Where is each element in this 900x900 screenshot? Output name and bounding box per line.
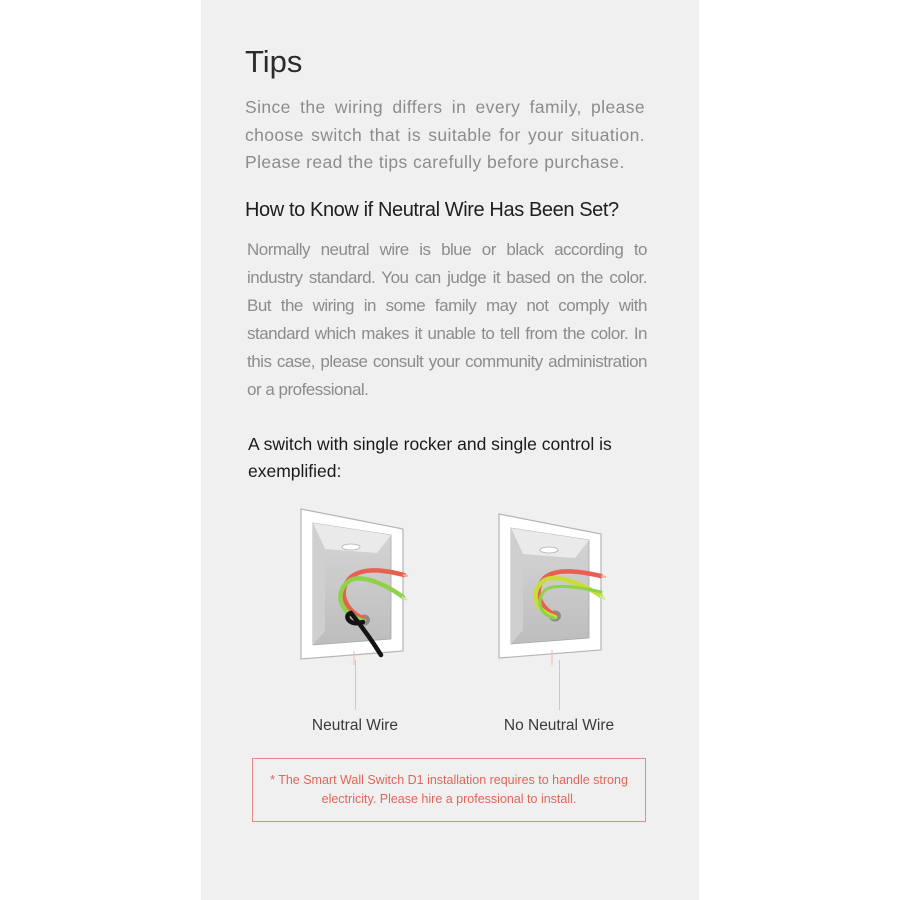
neutral-wire-label: Neutral Wire [311, 717, 399, 734]
installation-notice [252, 758, 646, 822]
neutral-wire-pointer-line [355, 660, 356, 710]
no-neutral-wire-label: No Neutral Wire [503, 717, 615, 734]
example-caption: A switch with single rocker and single control is exemplified: [248, 434, 612, 481]
wall-box-without-neutral-wire-icon [497, 510, 607, 670]
installation-notice-text: * The Smart Wall Switch D1 installation requires to handle strong electricity. Please hire a professional to install. [270, 773, 628, 806]
tips-panel [201, 0, 699, 900]
wall-box-with-neutral-wire-icon [299, 505, 409, 665]
tips-title: Tips [245, 44, 303, 79]
neutral-wire-description: Normally neutral wire is blue or black according to industry standard. You can judge it based on the color. But the wiring in some family may not comply with standard which makes it unable to tell from the color. In this case, please consult your community administration or a professional. [247, 240, 647, 399]
tips-intro-text: Since the wiring differs in every family, please choose switch that is suitable for your situation. Please read the tips carefully before purchase. [245, 97, 645, 172]
no-neutral-wire-pointer-line [559, 660, 560, 710]
neutral-wire-heading: How to Know if Neutral Wire Has Been Set? [245, 199, 619, 221]
